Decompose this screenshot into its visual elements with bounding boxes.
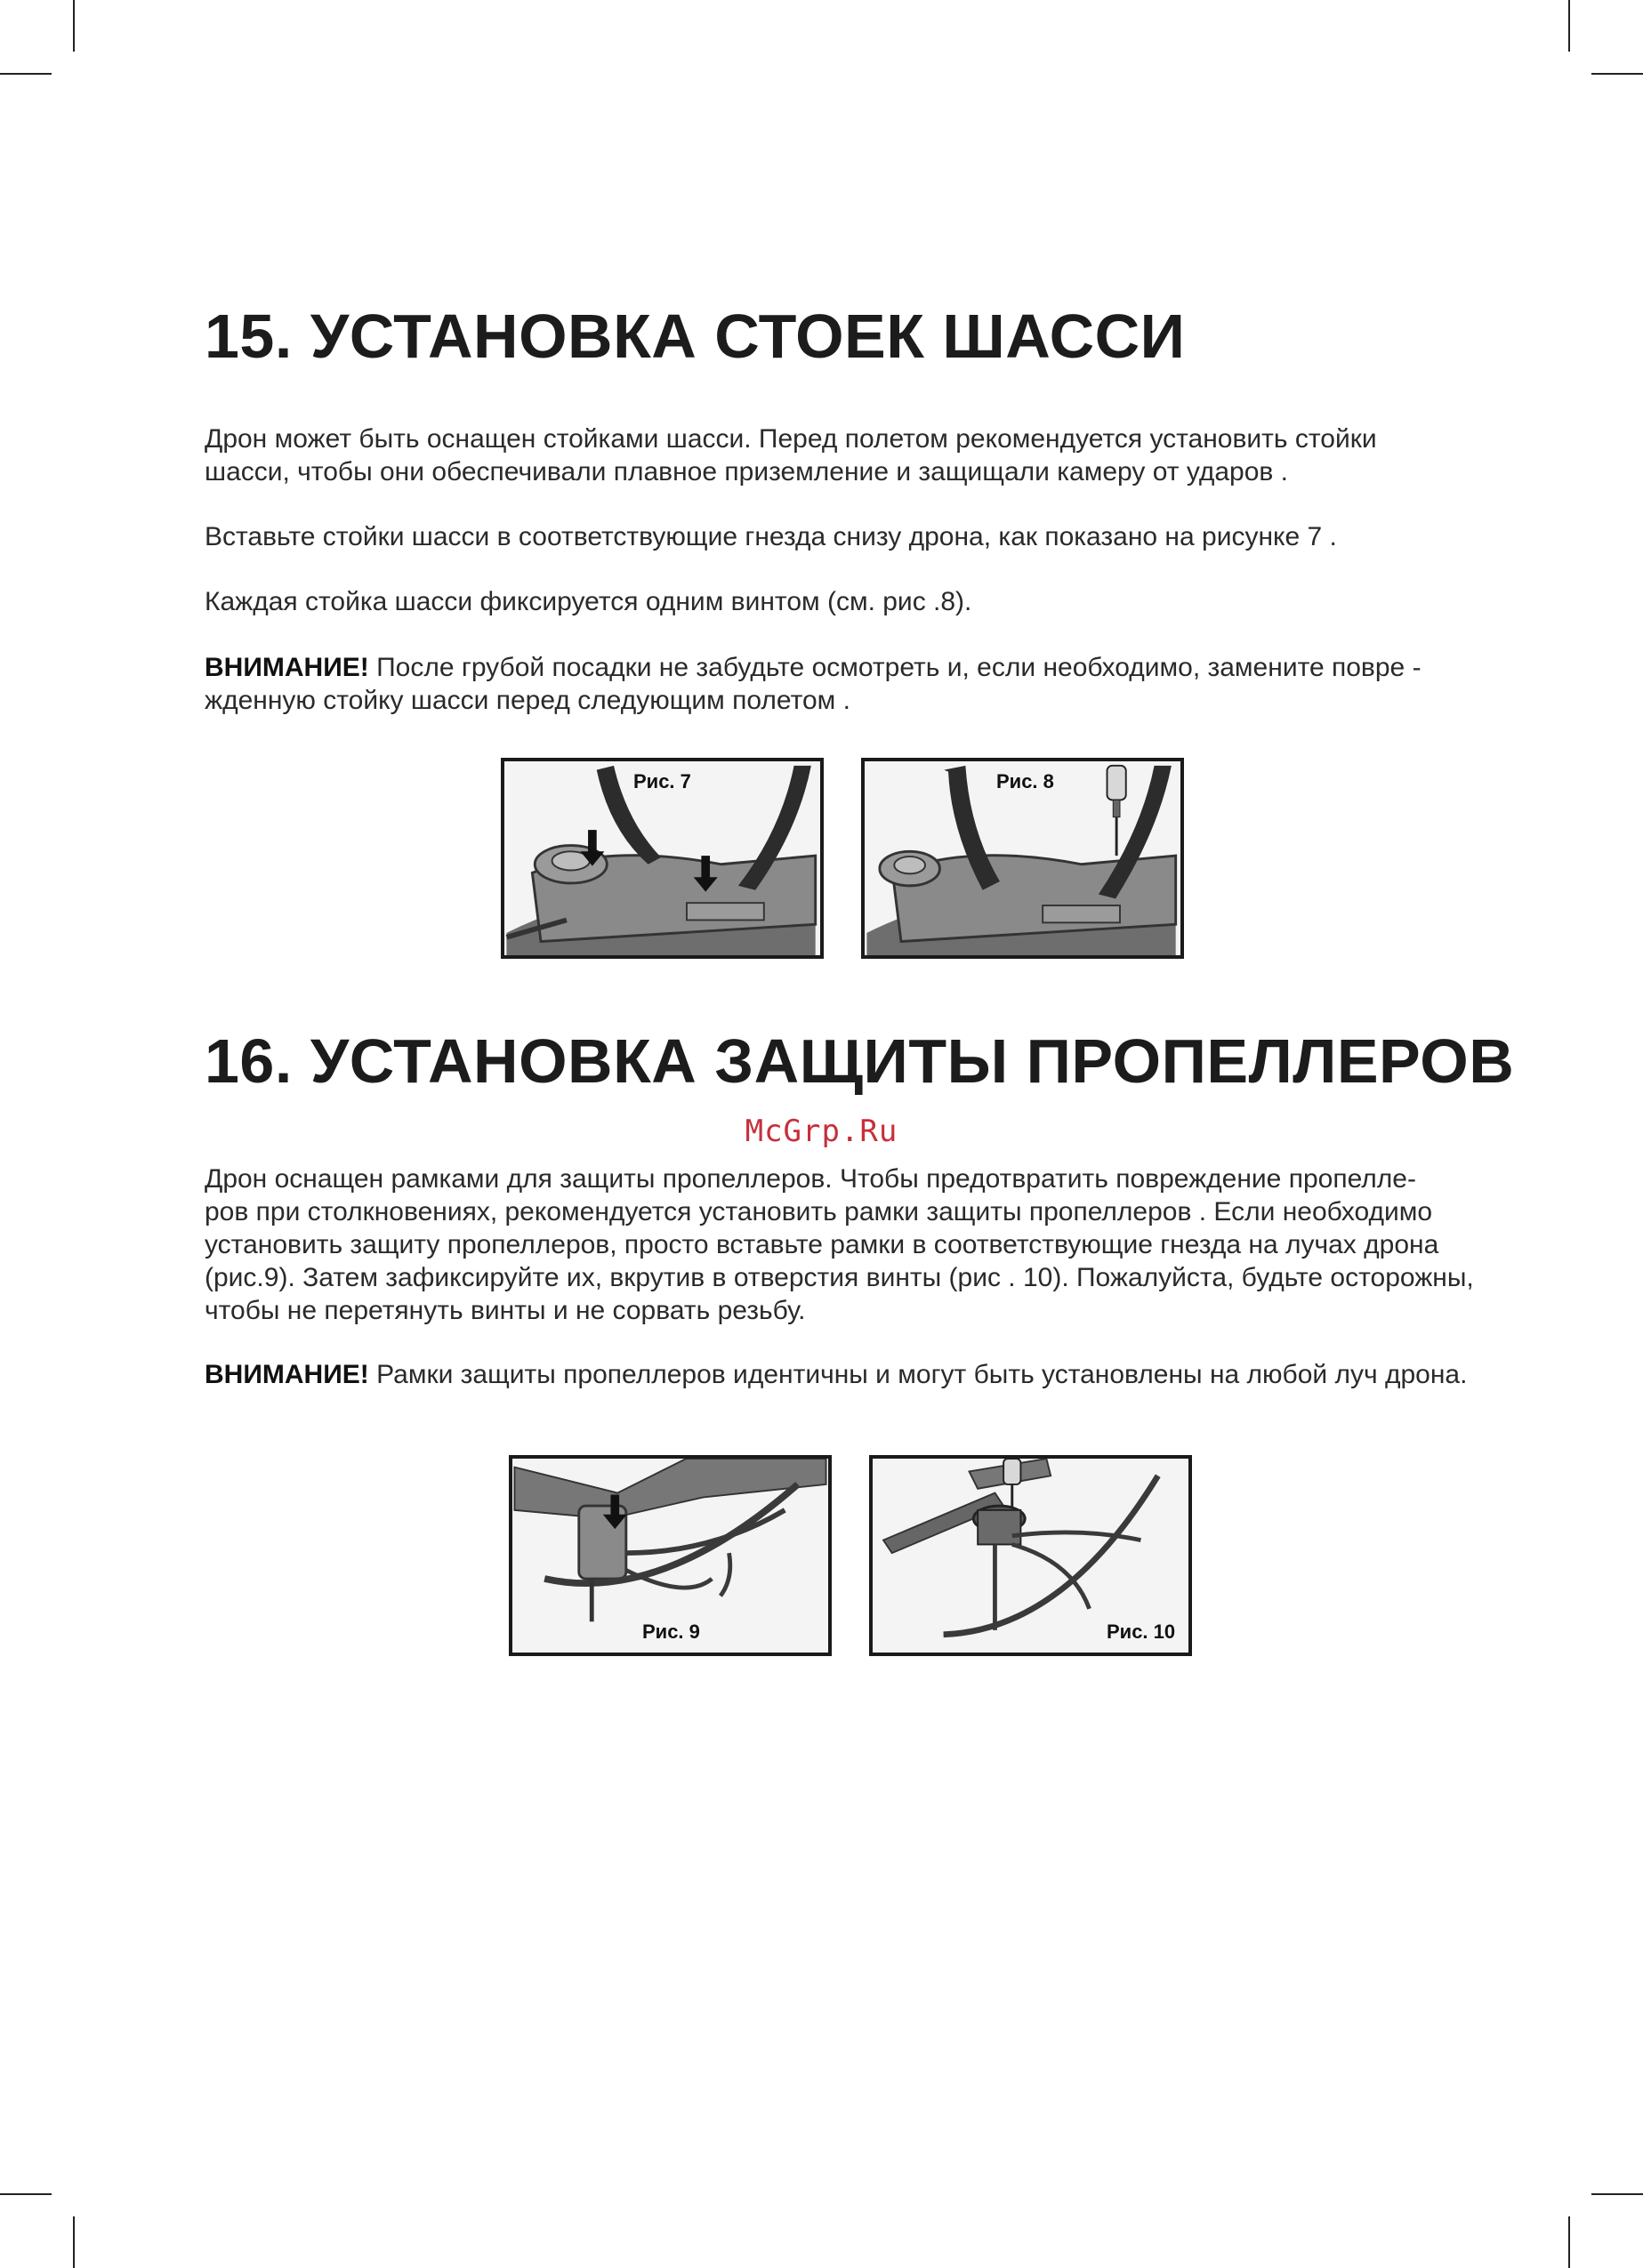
warning-label: ВНИМАНИЕ! [205,653,369,682]
figure-10-label: Рис. 10 [1107,1621,1176,1643]
section-15-intro [205,422,1521,488]
text-line: ров при столкновениях, рекомендуется установить рамки защиты пропеллеров . Если необходимо [205,1197,1433,1226]
crop-mark [1568,2216,1570,2268]
warning-text: После грубой посадки не забудьте осмотреть и, если необходимо, замените повре - [368,653,1422,682]
figure-9 [509,1455,832,1656]
text-line: Дрон может быть оснащен стойками шасси. Перед полетом рекомендуется установить стойки [205,424,1377,454]
figure-10 [869,1455,1192,1656]
text-line: установить защиту пропеллеров, просто вставьте рамки в соответствующие гнезда на лучах дрона [205,1230,1439,1259]
section-15-title: 15. УСТАНОВКА СТОЕК ШАССИ [205,302,1186,371]
text-line: чтобы не перетянуть винты и не сорвать резьбу. [205,1296,806,1325]
figure-8-label: Рис. 8 [996,770,1054,792]
figure-9-label: Рис. 9 [642,1621,700,1643]
section-16-title: 16. УСТАНОВКА ЗАЩИТЫ ПРОПЕЛЛЕРОВ [205,1026,1515,1096]
text-line: (рис.9). Затем зафиксируйте их, вкрутив в отверстия винты (рис . 10). Пожалуйста, будьте осторожны, [205,1263,1474,1292]
section-15-warning [205,651,1521,717]
section-16-intro [205,1162,1521,1327]
text-line: Дрон оснащен рамками для защиты пропеллеров. Чтобы предотвратить повреждение пропелле- [205,1164,1416,1194]
warning-label: ВНИМАНИЕ! [205,1360,369,1389]
crop-mark [0,73,52,75]
watermark: McGrp.Ru [745,1114,898,1149]
figure-8 [861,758,1184,959]
figure-7 [501,758,824,959]
warning-text: Рамки защиты пропеллеров идентичны и могут быть установлены на любой луч дрона. [368,1360,1468,1389]
crop-mark [73,2216,75,2268]
crop-mark [1568,0,1570,52]
text-line: шасси, чтобы они обеспечивали плавное приземление и защищали камеру от ударов . [205,457,1289,487]
section-16-warning [205,1358,1521,1391]
figure-7-label: Рис. 7 [633,770,691,792]
crop-mark [73,0,75,52]
crop-mark [1591,73,1643,75]
section-15-screw-text: Каждая стойка шасси фиксируется одним винтом (см. рис .8). [205,587,972,616]
warning-text: жденную стойку шасси перед следующим полетом . [205,686,850,715]
crop-mark [1591,2193,1643,2195]
section-15-insert-text: Вставьте стойки шасси в соответствующие гнезда снизу дрона, как показано на рисунке 7 . [205,522,1337,551]
crop-mark [0,2193,52,2195]
